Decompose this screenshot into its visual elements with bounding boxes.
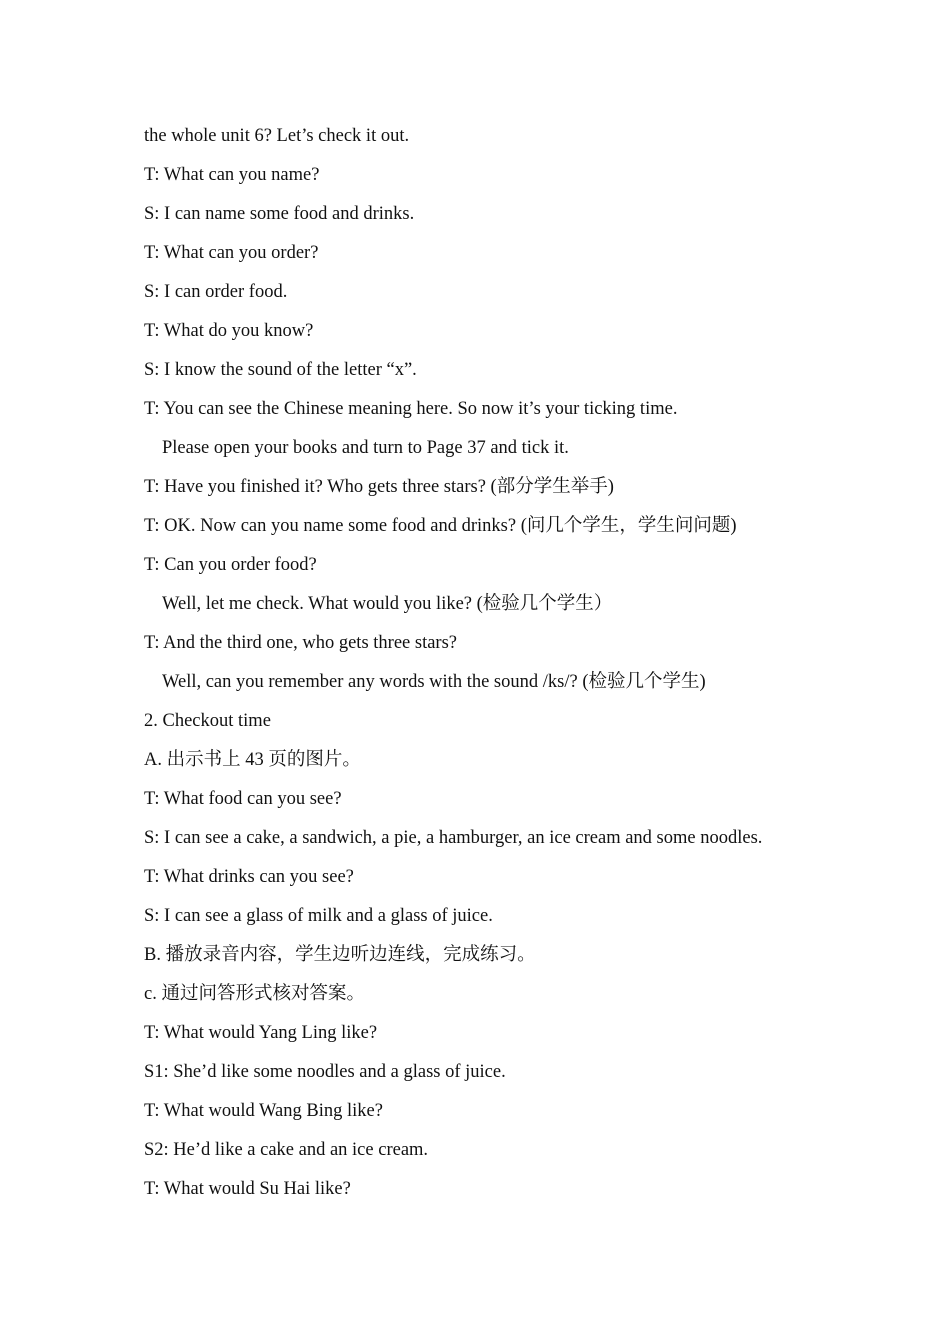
text-line: T: What would Wang Bing like? [144,1101,383,1121]
text-line: T: What do you know? [144,321,314,341]
text-line: T: And the third one, who gets three stars? [144,633,457,653]
text-line: S: I can see a glass of milk and a glass of juice. [144,906,493,926]
text-line: T: What can you order? [144,243,319,263]
text-line: T: What drinks can you see? [144,867,354,887]
text-line: S: I can order food. [144,282,288,302]
text-line: B. 播放录音内容，学生边听边连线，完成练习。 [144,945,536,965]
text-line: T: Have you finished it? Who gets three stars? (部分学生举手) [144,477,614,497]
text-line: S: I can see a cake, a sandwich, a pie, a hamburger, an ice cream and some noodles. [144,828,763,848]
text-line: T: You can see the Chinese meaning here. So now it’s your ticking time. [144,399,678,419]
text-line: T: What food can you see? [144,789,342,809]
document-body [144,117,864,1209]
text-line: A. 出示书上 43 页的图片。 [144,750,361,770]
text-line: Well, can you remember any words with the sound /ks/? (检验几个学生) [162,672,706,692]
text-line: S: I can name some food and drinks. [144,204,415,224]
text-line: Please open your books and turn to Page 37 and tick it. [162,438,569,458]
text-line: T: What would Yang Ling like? [144,1023,378,1043]
text-line: S2: He’d like a cake and an ice cream. [144,1140,429,1160]
section-heading: 2. Checkout time [144,711,271,731]
text-line: T: What can you name? [144,165,320,185]
text-line: S1: She’d like some noodles and a glass of juice. [144,1062,506,1082]
text-line: Well, let me check. What would you like? (检验几个学生） [162,594,613,614]
text-line: S: I know the sound of the letter “x”. [144,360,417,380]
text-line: T: OK. Now can you name some food and drinks? (问几个学生，学生问问题) [144,516,737,536]
text-line: c. 通过问答形式核对答案。 [144,984,365,1004]
text-line: the whole unit 6? Let’s check it out. [144,126,410,146]
text-line: T: Can you order food? [144,555,317,575]
text-line: T: What would Su Hai like? [144,1179,351,1199]
